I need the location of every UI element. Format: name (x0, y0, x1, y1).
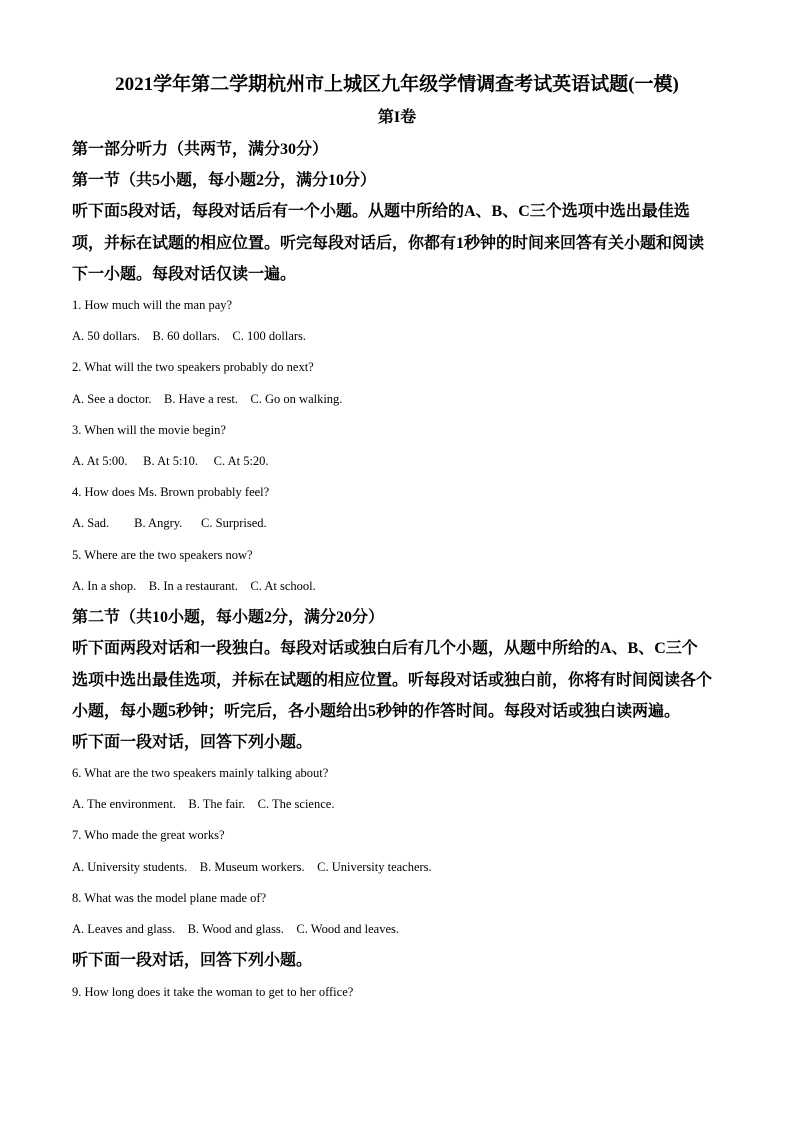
question-5: 5. Where are the two speakers now? (72, 548, 253, 562)
listen-instruction: 听下面一段对话，回答下列小题。 (72, 952, 313, 969)
question-4-options: A. Sad. B. Angry. C. Surprised. (72, 516, 267, 530)
instruction-line: 选项中选出最佳选项，并标在试题的相应位置。听每段对话或独白前，你将有时间阅读各个 (72, 671, 713, 689)
instruction-line: 听下面两段对话和一段独白。每段对话或独白后有几个小题，从题中所给的A、B、C三个 (72, 640, 698, 657)
volume-heading: 第I卷 (377, 109, 417, 126)
listen-instruction: 听下面一段对话，回答下列小题。 (72, 734, 313, 751)
question-7-options: A. University students. B. Museum workers. C. University teachers. (72, 860, 432, 874)
instruction-line: 小题，每小题5秒钟；听完后，各小题给出5秒钟的作答时间。每段对话或独白读两遍。 (72, 703, 681, 720)
question-7: 7. Who made the great works? (72, 828, 225, 842)
instruction-line: 听下面5段对话，每段对话后有一个小题。从题中所给的A、B、C三个选项中选出最佳选 (72, 203, 690, 220)
question-3-options: A. At 5:00. B. At 5:10. C. At 5:20. (72, 454, 269, 468)
question-1: 1. How much will the man pay? (72, 298, 233, 312)
question-5-options: A. In a shop. B. In a restaurant. C. At school. (72, 579, 316, 593)
section-two-heading: 第二节（共10小题，每小题2分，满分20分） (72, 609, 385, 626)
question-6: 6. What are the two speakers mainly talking about? (72, 766, 329, 780)
section-two-instructions (72, 633, 724, 728)
section-one-heading: 第一节（共5小题，每小题2分，满分10分） (72, 172, 377, 189)
instruction-line: 项，并标在试题的相应位置。听完每段对话后，你都有1秒钟的时间来回答有关小题和阅读 (72, 234, 705, 252)
question-3: 3. When will the movie begin? (72, 423, 226, 437)
question-1-options: A. 50 dollars. B. 60 dollars. C. 100 dollars. (72, 329, 307, 343)
question-2: 2. What will the two speakers probably do next? (72, 360, 314, 374)
question-8-options: A. Leaves and glass. B. Wood and glass. C. Wood and leaves. (72, 922, 399, 936)
part-one-heading: 第一部分听力（共两节，满分30分） (72, 141, 329, 158)
question-2-options: A. See a doctor. B. Have a rest. C. Go on walking. (72, 392, 343, 406)
instruction-line: 下一小题。每段对话仅读一遍。 (72, 266, 297, 283)
exam-title: 2021学年第二学期杭州市上城区九年级学情调查考试英语试题(一模) (115, 74, 679, 95)
question-8: 8. What was the model plane made of? (72, 891, 267, 905)
question-4: 4. How does Ms. Brown probably feel? (72, 485, 270, 499)
question-9: 9. How long does it take the woman to get to her office? (72, 985, 354, 999)
section-one-instructions (72, 196, 724, 291)
question-6-options: A. The environment. B. The fair. C. The science. (72, 797, 335, 811)
